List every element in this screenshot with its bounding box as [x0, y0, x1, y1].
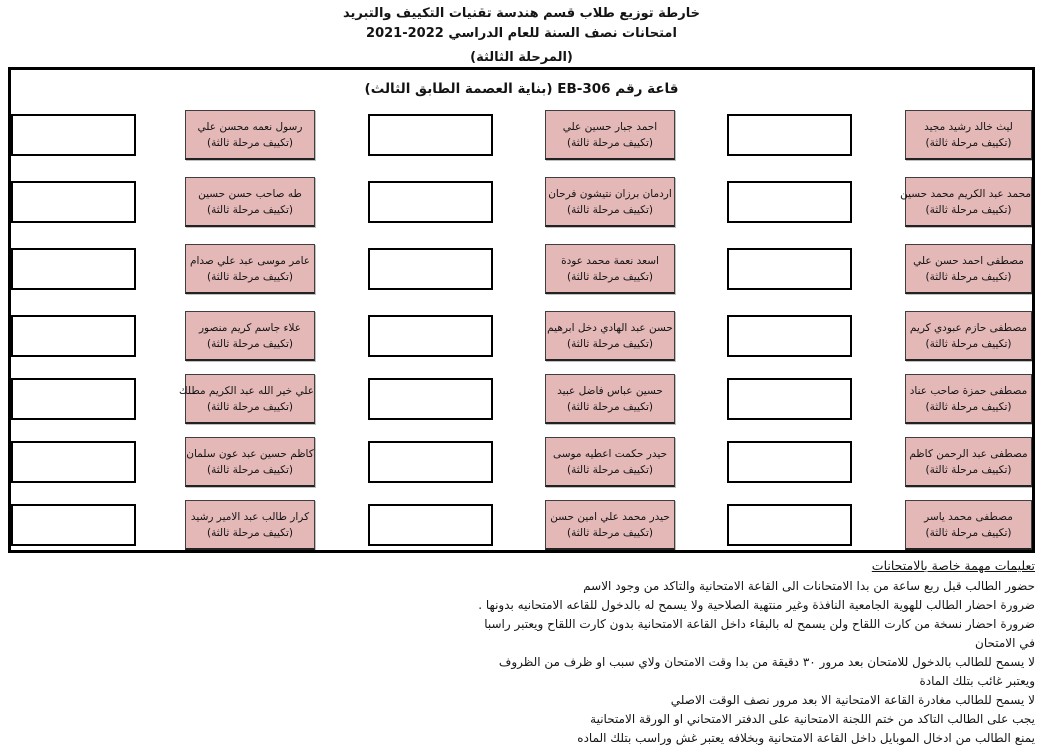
empty-seat-box: [368, 378, 493, 420]
empty-seat-box: [727, 315, 852, 357]
seat-row: [11, 110, 1032, 160]
student-name: طه صاحب حسن حسين: [198, 187, 302, 200]
empty-seat-box: [11, 378, 136, 420]
empty-seat-box: [368, 504, 493, 546]
student-name: مصطفى حازم عبودي كريم: [909, 321, 1028, 334]
seat-stage-label: (تكييف مرحلة ثالثة): [567, 337, 653, 350]
seat-box: [545, 311, 675, 361]
empty-seat-box: [11, 114, 136, 156]
student-name: حيدر حكمت اعطيه موسى: [552, 447, 668, 460]
instruction-item: يمنع الطالب من ادخال الموبايل داخل القاعة الامتحانية وبخلافه يعتبر غش وراسب بتلك الماده: [577, 731, 1035, 745]
seat-stage-label: (تكييف مرحلة ثالثة): [567, 463, 653, 476]
empty-seat-box: [11, 315, 136, 357]
seat-box: [185, 244, 315, 294]
student-name: مصطفى محمد ياسر: [924, 510, 1013, 523]
seat-stage-label: (تكييف مرحلة ثالثة): [925, 400, 1012, 413]
seat-stage-label: (تكييف مرحلة ثالثة): [925, 463, 1012, 476]
seat-stage-label: (تكييف مرحلة ثالثة): [925, 203, 1012, 216]
student-name: عامر موسى عبد علي صدام: [189, 254, 311, 267]
exam-instructions: [475, 556, 1035, 748]
seat-box: [185, 437, 315, 487]
student-name: محمد عبد الكريم محمد حسين: [900, 187, 1031, 200]
seat-stage-label: (تكييف مرحلة ثالثة): [567, 136, 653, 149]
seat-stage-label: (تكييف مرحلة ثالثة): [207, 400, 293, 413]
seat-row: [11, 437, 1032, 487]
seat-box: [905, 374, 1032, 424]
seat-stage-label: (تكييف مرحلة ثالثة): [207, 270, 293, 283]
empty-seat-box: [368, 181, 493, 223]
exam-hall-frame: [8, 67, 1035, 553]
empty-seat-box: [368, 315, 493, 357]
empty-seat-box: [727, 114, 852, 156]
document-title-block: [0, 4, 1043, 68]
seat-box: [545, 177, 675, 227]
seat-box: [185, 500, 315, 550]
seat-box: [905, 500, 1032, 550]
seat-box: [905, 110, 1032, 160]
student-name: رسول نعمه محسن علي: [197, 120, 303, 133]
instruction-item: يجب على الطالب التاكد من ختم اللجنة الامتحانية على الدفتر الامتحاني او الورقة الامتحانية: [590, 712, 1035, 726]
seat-box: [545, 110, 675, 160]
seat-stage-label: (تكييف مرحلة ثالثة): [207, 136, 293, 149]
seat-box: [900, 177, 1032, 227]
seat-stage-label: (تكييف مرحلة ثالثة): [567, 400, 653, 413]
student-name: اردمان برزان نتيشون فرحان: [548, 187, 672, 200]
seat-box: [545, 244, 675, 294]
seat-row: [11, 311, 1032, 361]
empty-seat-box: [11, 441, 136, 483]
seat-stage-label: (تكييف مرحلة ثالثة): [207, 337, 293, 350]
seat-stage-label: (تكييف مرحلة ثالثة): [567, 526, 653, 539]
title-department: خارطة توزيع طلاب قسم هندسة تقنيات التكييف والتبريد: [342, 6, 701, 21]
seat-stage-label: (تكييف مرحلة ثالثة): [925, 337, 1012, 350]
student-name: اسعد نعمة محمد عودة: [561, 254, 659, 267]
seat-box: [905, 437, 1032, 487]
seat-stage-label: (تكييف مرحلة ثالثة): [207, 203, 293, 216]
instruction-item: ضرورة احضار نسخة من كارت اللقاح ولن يسمح له بالبقاء داخل القاعة الامتحانية بدون كارت اللقاح ويعتبر راسبا في الامتحان: [484, 617, 1035, 650]
empty-seat-box: [11, 504, 136, 546]
room-header: قاعة رقم EB-‎306 (بناية العصمة الطابق الثالث): [364, 81, 679, 97]
empty-seat-box: [368, 441, 493, 483]
seat-stage-label: (تكييف مرحلة ثالثة): [207, 526, 293, 539]
seat-box: [185, 311, 315, 361]
seat-box: [545, 500, 675, 550]
seat-row: [11, 244, 1032, 294]
title-stage: (المرحلة الثالثة): [470, 50, 573, 65]
seat-stage-label: (تكييف مرحلة ثالثة): [925, 526, 1012, 539]
student-name: كاظم حسين عبد عون سلمان: [186, 447, 314, 460]
instruction-item: ضرورة احضار الطالب للهوية الجامعية النافذة وغير منتهية الصلاحية ولا يسمح له بالدخول للقاعه الامتحانيه بدونها .: [478, 598, 1035, 612]
seat-stage-label: (تكييف مرحلة ثالثة): [925, 270, 1012, 283]
seat-box: [905, 244, 1032, 294]
empty-seat-box: [727, 181, 852, 223]
seat-box: [179, 374, 315, 424]
title-exam-session: امتحانات نصف السنة للعام الدراسي 2022-2021: [366, 26, 677, 41]
seat-stage-label: (تكييف مرحلة ثالثة): [925, 136, 1012, 149]
student-name: كرار طالب عبد الامير رشيد: [190, 510, 310, 523]
student-name: علاء جاسم كريم منصور: [198, 321, 302, 334]
seat-box: [545, 437, 675, 487]
instruction-item: حضور الطالب قبل ربع ساعة من بدا الامتحانات الى القاعة الامتحانية والتاكد من وجود الاسم: [583, 579, 1035, 593]
empty-seat-box: [11, 181, 136, 223]
seat-row: [11, 374, 1032, 424]
student-name: مصطفى حمزة صاحب عناد: [909, 384, 1028, 397]
student-name: مصطفى احمد حسن علي: [913, 254, 1024, 267]
seat-stage-label: (تكييف مرحلة ثالثة): [567, 203, 653, 216]
seat-row: [11, 500, 1032, 550]
seat-box: [545, 374, 675, 424]
student-name: حيدر محمد علي امين حسن: [550, 510, 670, 523]
instructions-heading: تعليمات مهمة خاصة بالامتحانات: [871, 558, 1035, 573]
student-name: حسين عباس فاضل عبيد: [557, 384, 663, 397]
seat-stage-label: (تكييف مرحلة ثالثة): [567, 270, 653, 283]
empty-seat-box: [368, 248, 493, 290]
empty-seat-box: [727, 248, 852, 290]
instruction-item: لا يسمح للطالب بالدخول للامتحان بعد مرور ٣٠ دقيقة من بدا وقت الامتحان ولاي سبب او ظرف من الظروف ويعتبر غائب بتلك المادة: [498, 655, 1035, 688]
seat-box: [905, 311, 1032, 361]
empty-seat-box: [727, 441, 852, 483]
seat-box: [185, 177, 315, 227]
student-name: علي خير الله عبد الكريم مطلك: [179, 384, 314, 397]
student-name: حسن عبد الهادي دخل ابرهيم: [547, 321, 673, 334]
empty-seat-box: [727, 504, 852, 546]
student-name: مصطفى عبد الرحمن كاظم: [909, 447, 1028, 460]
seat-row: [11, 177, 1032, 227]
empty-seat-box: [368, 114, 493, 156]
seat-stage-label: (تكييف مرحلة ثالثة): [207, 463, 293, 476]
instruction-item: لا يسمح للطالب مغادرة القاعة الامتحانية الا بعد مرور نصف الوقت الاصلي: [670, 693, 1035, 707]
student-name: احمد جبار حسين علي: [562, 120, 658, 133]
empty-seat-box: [727, 378, 852, 420]
student-name: ليث خالد رشيد مجيد: [924, 120, 1013, 133]
empty-seat-box: [11, 248, 136, 290]
seat-box: [185, 110, 315, 160]
